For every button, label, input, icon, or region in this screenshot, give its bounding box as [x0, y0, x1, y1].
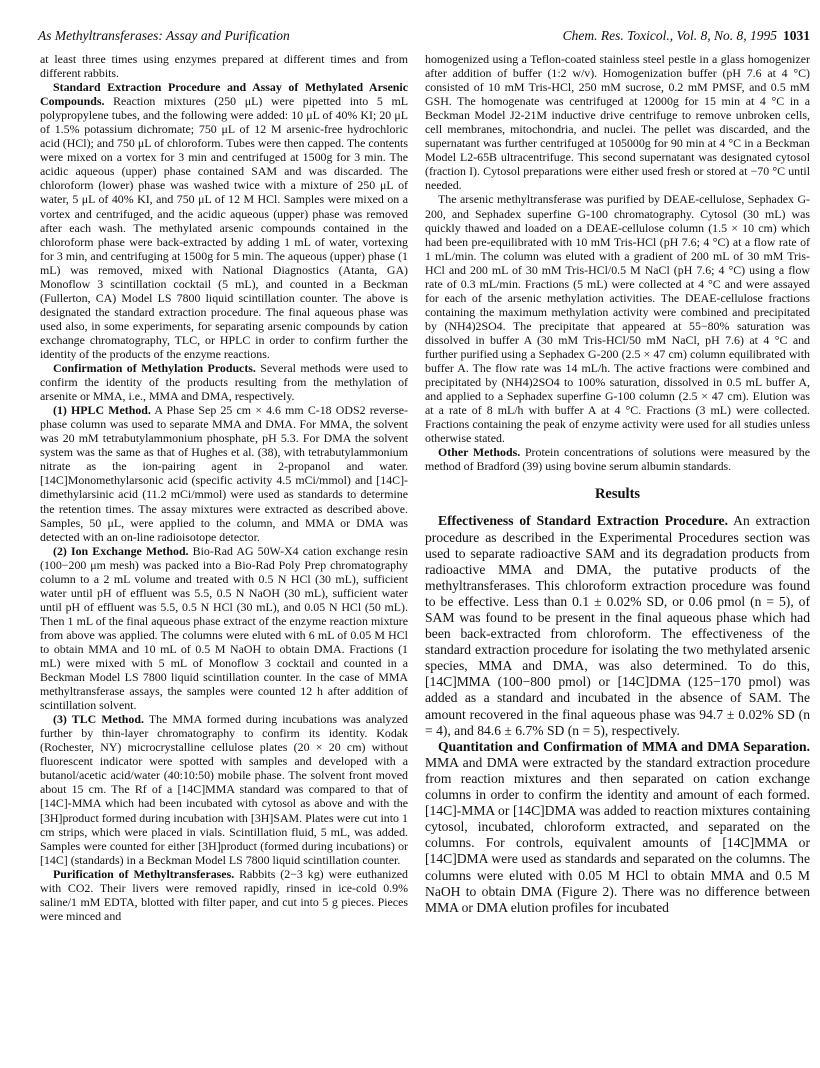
paragraph-text: An extraction procedure as described in the Experimental Procedures section was used to separate radioactive SAM and its degradation products from radioactive MMA and DMA, the putative products of the methyltransferases. This chloroform extraction procedure was found to be effective. Less than 0.1 ± 0.02% SD, or 0.06 pmol (n = 5), of SAM was found to be present in the final aqueous phase which had been back-extracted from chloroform. The effectiveness of the standard extraction procedure for isolating the two methylated arsenic species, MMA and DMA, was also determined. To do this, [14C]MMA (100−800 pmol) or [14C]DMA (125−170 pmol) was added as a standard and incubated in the absence of SAM. The amount recovered in the final aqueous phase was 94.7 ± 0.02% SD (n = 4), and 84.6 ± 6.7% SD (n = 5), respectively. — [425, 513, 810, 738]
section-heading: Effectiveness of Standard Extraction Procedure. — [438, 513, 728, 529]
section-heading: Confirmation of Methylation Products. — [53, 361, 256, 376]
paragraph — [40, 712, 408, 867]
running-header — [38, 28, 810, 46]
section-heading: (2) Ion Exchange Method. — [53, 543, 189, 558]
paragraph-text: The MMA formed during incubations was analyzed further by thin-layer chromatography to confirm its identity. Kodak (Rochester, NY) microcrystalline cellulose plates (20 × 20 cm) without fluorescent indicator were spotted with samples and developed with a butanol/acetic acid/water (40:10:50) mobile phase. The solvent front moved about 15 cm. The Rf of a [14C]MMA standard was compared to that of [14C]-MMA which had been incubated with cytosol as above and with the [3H]product formed during incubation with [3H]SAM. Plates were cut into 1 cm strips, which were placed in vials. Scintillation fluid, 5 mL, was added. Samples were counted for either [3H]product (formed during incubations) or [14C] (standards) in a Beckman Model LS 7800 liquid scintillation counter. — [40, 712, 408, 867]
paragraph: The arsenic methyltransferase was purified by DEAE-cellulose, Sephadex G-200, and Sephadex superfine G-100 chromatography. Cytosol (30 mL) was quickly thawed and loaded on a DEAE-cellulose column (1.5 × 10 cm) which had been pre-equilibrated with 10 mM Tris-HCl (pH 7.6; 4 °C) at a flow rate of 1 mL/min. The column was eluted with a gradient of 200 mL of 30 mM Tris-HCl and 200 mL of 30 mM Tris-HCl/0.5 M NaCl (pH 7.6; 4 °C) using a flow rate of 0.3 mL/min. Fractions (5 mL) were collected at 4 °C and were assayed for each of the arsenic methylation activities. The DEAE-cellulose fractions containing the maximum methylation activity were combined and precipitated by (NH4)2SO4. The precipitate that appeared at 55−80% saturation was dissolved in buffer A (30 mM Tris-HCl/50 mM NaCl, pH 7.6) at 4 °C and further purified using a Sephadex G-200 (2.5 × 47 cm) column equilibrated with buffer A. The flow rate was 14 mL/h. The active fractions were combined and precipitated by (NH4)2SO4 to 100% saturation, dissolved in 0.5 mL buffer A, and applied to a Sephadex superfine G-100 column (2.5 × 47 cm). Elution was at a rate of 8 mL/h with buffer A at 4 °C. Fractions (3 mL) were collected. Fractions containing the peak of enzyme activity were used for all studies unless otherwise stated. — [425, 192, 810, 446]
page-number: 1031 — [783, 28, 810, 43]
paragraph-text: Rabbits (2−3 kg) were euthanized with CO2. Their livers were removed rapidly, rinsed in ice-cold 0.9% saline/1 mM EDTA, blotted with filter paper, and cut into 5 g pieces. Pieces were minced and — [40, 866, 408, 923]
results-heading: Results — [594, 486, 641, 503]
right-column — [425, 52, 810, 916]
paragraph — [425, 445, 810, 473]
paragraph-text: Protein concentrations of solutions were measured by the method of Bradford (39) using bovine serum albumin standards. — [425, 445, 810, 474]
paragraph-text: Bio-Rad AG 50W-X4 cation exchange resin (100−200 μm mesh) was packed into a Bio-Rad Poly Prep chromatography column to a 2 mL volume and treated with 0.5 N HCl (30 mL), sufficient water until pH of effluent was 5.5, 0.5 N NaOH (30 mL), sufficient water until pH of effluent was 5.5, 0.5 N HCl (30 mL), and 0.05 N HCl (50 mL). Then 1 mL of the final aqueous phase extract of the enzyme reaction mixture from above was applied. The columns were eluted with 6 mL of 0.05 M HCl to obtain MMA and 10 mL of 0.5 M NaOH to obtain DMA. Fractions (1 mL) were mixed with 5 mL of Monoflow 3 cocktail and counted in a Beckman Model LS 7800 liquid scintillation counter. In the case of MMA methyltransferase assays, the samples were counted 12 h after addition of scintillation solvent. — [40, 543, 408, 713]
paragraph — [425, 513, 810, 738]
section-heading: Purification of Methyltransferases. — [53, 866, 235, 881]
paragraph — [425, 739, 810, 916]
left-column — [40, 52, 408, 923]
paragraph: homogenized using a Teflon-coated stainless steel pestle in a glass homogenizer after addition of buffer (1:2 w/v). Homogenization buffer (pH 7.6 at 4 °C) consisted of 10 mM Tris-HCl, 250 mM sucrose, 0.2 mM PMSF, and 0.5 mM GSH. The homogenate was centrifuged at 12000g for 15 min at 4 °C in a Beckman Model J2-21M inductive drive centrifuge to remove unbroken cells, cell membranes, mitochondria, and nuclei. The pellet was discarded, and the supernatant was further centrifuged at 105000g for 90 min at 4 °C in a Beckman Model L2-65B ultracentrifuge. This second supernatant was designated cytosol (fraction I). Cytosol preparations were either used fresh or stored at −70 °C until needed. — [425, 52, 810, 193]
paragraph-text: Several methods were used to confirm the identity of the products resulting from the methylation of arsenite or MMA, i.e., MMA and DMA, respectively. — [40, 361, 408, 404]
paragraph — [40, 361, 408, 403]
section-heading: Standard Extraction Procedure and Assay of Methylated Arsenic Compounds. — [40, 80, 408, 109]
running-title: As Methyltransferases: Assay and Purification — [38, 28, 290, 43]
paragraph — [40, 403, 408, 543]
paragraph — [40, 544, 408, 713]
journal-ref: Chem. Res. Toxicol., Vol. 8, No. 8, 1995 — [562, 28, 777, 43]
paragraph-text: Reaction mixtures (250 μL) were pipetted into 5 mL polypropylene tubes, and the following were added: 10 μL of 40% KI; 20 μL of 1.5% potassium dichromate; 750 μL of 12 M arsenic-free hydrochloric acid (HCl); and 750 μL of chloroform. Tubes were then capped. The contents were mixed on a vortex for 3 min and centrifuged at 1500g for 3 min. The acidic aqueous (upper) phase contained SAM and was discarded. The chloroform (lower) phase was washed twice with a mixture of 250 μL of water, 5 μL of 40% KI, and 750 μL of 12 M HCl. Samples were mixed on a vortex and centrifuged, and the acidic aqueous (upper) phase was removed after each wash. The methylated arsenic compounds contained in the chloroform phase were back-extracted by adding 1 mL of water, vortexing for 3 min, and centrifuging at 1500g for 5 min. The aqueous (upper) phase (1 mL) was removed, mixed with National Diagnostics (Atanta, GA) Monoflow 3 scintillation cocktail (5 mL), and counted in a Beckman (Fullerton, CA) Model LS 7800 liquid scintillation counter. The above is designated the standard extraction procedure. The final aqueous phase was used also, in some experiments, for separating arsenic compounds by cation exchange chromatography, TLC, or HPLC in order to confirm further the identity of the products of the enzyme reactions. — [40, 94, 408, 361]
results-body — [425, 513, 810, 915]
section-heading: (3) TLC Method. — [53, 712, 144, 727]
section-heading: Quantitation and Confirmation of MMA and DMA Separation. — [438, 738, 810, 754]
section-heading: (1) HPLC Method. — [53, 403, 151, 418]
paragraph-text: MMA and DMA were extracted by the standard extraction procedure from reaction mixtures and then separated on cation exchange columns in order to confirm the identity and amount of each formed. [14C]-MMA or [14C]DMA was added to reaction mixtures containing cytosol, incubated, chloroform extracted, and separated on the columns. For controls, equivalent amounts of [14C]MMA or [14C]DMA were used as standards and separated on the columns. The columns were eluted with 0.05 M HCl to obtain MMA and 0.5 M NaOH to obtain DMA (Figure 2). There was no difference between MMA or DMA elution profiles for incubated — [425, 754, 810, 915]
paragraph — [40, 867, 408, 923]
paragraph: at least three times using enzymes prepared at different times and from different rabbits. — [40, 52, 408, 81]
paragraph — [40, 80, 408, 361]
paragraph-text: A Phase Sep 25 cm × 4.6 mm C-18 ODS2 reverse-phase column was used to separate MMA and DMA. For MMA, the solvent was 20 mM tetrabutylammonium phosphate, pH 5.3. For DMA the solvent system was the same as that of Hughes et al. (38), with tetrabutylammonium nitrate as the ion-pairing agent in 2-propanol and water. [14C]Monomethylarsonic acid (specific activity 4.5 mCi/mmol) and [14C]-dimethylarsinic acid (11.2 mCi/mmol) were used as standards to determine the retention times. The assay mixtures were extracted as described above. Samples, 50 μL, were applied to the column, and MMA or DMA was detected with an on-line radioisotope detector. — [40, 403, 408, 544]
section-heading: Other Methods. — [438, 445, 521, 460]
journal-citation — [563, 28, 810, 44]
